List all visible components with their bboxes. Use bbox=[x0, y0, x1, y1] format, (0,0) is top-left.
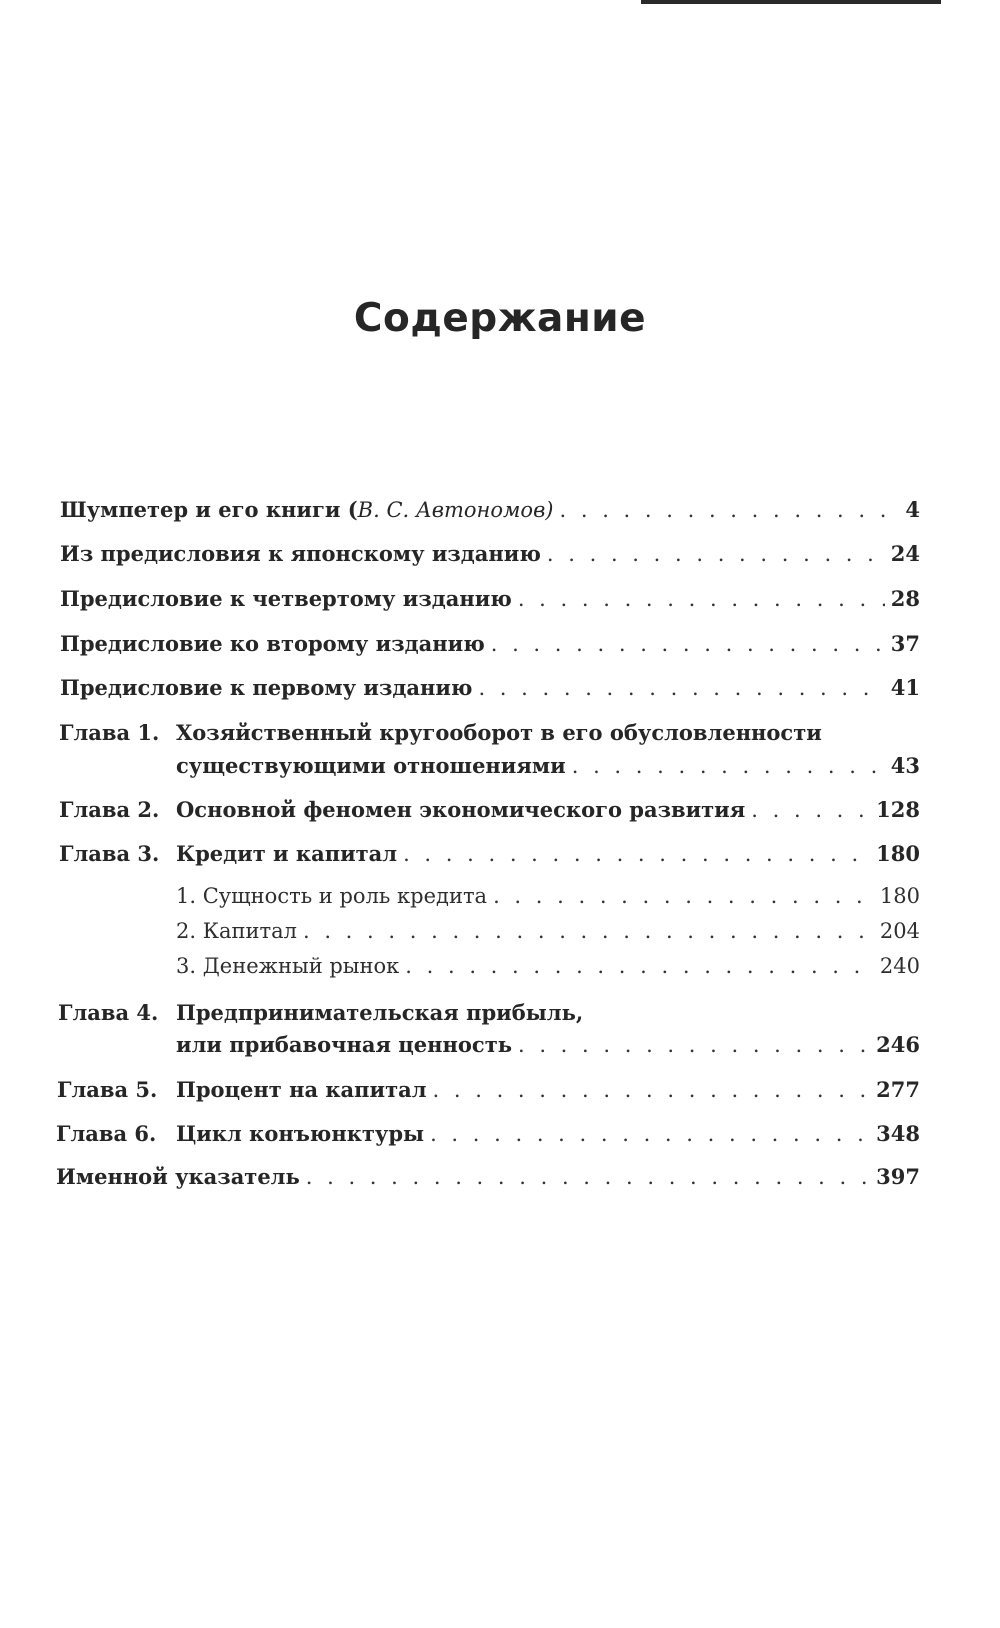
toc-entry-text: Шумпетер и его книги (В. С. Автономов) bbox=[60, 497, 554, 522]
toc-entry-text: или прибавочная ценность bbox=[176, 1032, 512, 1057]
top-edge-rule bbox=[641, 0, 941, 4]
dot-leader bbox=[572, 752, 885, 780]
chapter-label: Глава 2. bbox=[59, 797, 160, 822]
toc-entry-first-preface bbox=[60, 674, 920, 702]
toc-entry-chapter-6 bbox=[176, 1120, 920, 1148]
toc-entry-chapter-5 bbox=[176, 1076, 920, 1104]
toc-entry-text: Кредит и капитал bbox=[176, 841, 398, 866]
toc-entry-chapter-3 bbox=[176, 840, 920, 868]
toc-entry-text: существующими отношениями bbox=[176, 753, 566, 778]
toc-page-number: 128 bbox=[876, 797, 920, 822]
toc-entry-text: 2. Капитал bbox=[176, 919, 297, 943]
chapter-title-line: Предпринимательская прибыль, bbox=[176, 1000, 584, 1025]
toc-page-number: 240 bbox=[879, 954, 920, 978]
toc-page-number: 28 bbox=[890, 586, 920, 611]
dot-leader bbox=[430, 1120, 870, 1148]
toc-entry-text: Из предисловия к японскому изданию bbox=[60, 541, 541, 566]
toc-entry-second-preface bbox=[60, 630, 920, 658]
dot-leader bbox=[493, 882, 874, 910]
dot-leader bbox=[518, 1031, 870, 1059]
dot-leader bbox=[478, 674, 884, 702]
toc-page-number: 397 bbox=[876, 1164, 920, 1189]
dot-leader bbox=[751, 796, 870, 824]
dot-leader bbox=[403, 840, 870, 868]
dot-leader bbox=[491, 630, 885, 658]
toc-entry-author: В. С. Автономов bbox=[357, 498, 546, 522]
dot-leader bbox=[405, 952, 874, 980]
dot-leader bbox=[560, 496, 900, 524]
dot-leader bbox=[433, 1076, 871, 1104]
toc-entry-text: Предисловие к первому изданию bbox=[60, 675, 473, 700]
toc-page-number: 180 bbox=[876, 841, 920, 866]
chapter-label: Глава 1. bbox=[59, 720, 160, 745]
toc-entry-name-index bbox=[56, 1163, 920, 1191]
toc-entry-text: Основной феномен экономического развития bbox=[176, 797, 746, 822]
page-title: Содержание bbox=[353, 296, 647, 341]
toc-entry-chapter-2 bbox=[176, 796, 920, 824]
toc-entry-text: Именной указатель bbox=[56, 1164, 300, 1189]
toc-entry-text: Цикл конъюнктуры bbox=[176, 1121, 425, 1146]
toc-entry-japanese-preface bbox=[60, 540, 920, 568]
chapter-label: Глава 4. bbox=[58, 1000, 159, 1025]
chapter-title-line: Хозяйственный кругооборот в его обусловленности bbox=[176, 720, 822, 745]
toc-entry-text: Процент на капитал bbox=[176, 1077, 427, 1102]
toc-page-number: 277 bbox=[876, 1077, 920, 1102]
chapter-label: Глава 6. bbox=[56, 1121, 157, 1146]
toc-page-number: 24 bbox=[890, 541, 920, 566]
toc-subentry-3-2 bbox=[176, 917, 920, 945]
dot-leader bbox=[306, 1163, 870, 1191]
chapter-label: Глава 3. bbox=[59, 841, 160, 866]
dot-leader bbox=[518, 585, 885, 613]
toc-page-number: 204 bbox=[879, 919, 920, 943]
toc-page-number: 43 bbox=[890, 753, 920, 778]
toc-page-number: 41 bbox=[890, 675, 920, 700]
toc-page-number: 4 bbox=[905, 497, 920, 522]
toc-subentry-3-1 bbox=[176, 882, 920, 910]
toc-entry-text: 3. Денежный рынок bbox=[176, 954, 400, 978]
chapter-label: Глава 5. bbox=[57, 1077, 158, 1102]
toc-entry-fourth-preface bbox=[60, 585, 920, 613]
toc-page-number: 348 bbox=[876, 1121, 920, 1146]
dot-leader bbox=[303, 917, 874, 945]
toc-entry-intro bbox=[60, 496, 920, 524]
toc-entry-chapter-4 bbox=[176, 1031, 920, 1059]
dot-leader bbox=[547, 540, 885, 568]
toc-entry-text: 1. Сущность и роль кредита bbox=[176, 884, 488, 908]
toc-entry-text: Предисловие к четвертому изданию bbox=[60, 586, 512, 611]
toc-page-number: 37 bbox=[890, 631, 920, 656]
toc-entry-text: Предисловие ко второму изданию bbox=[60, 631, 485, 656]
toc-subentry-3-3 bbox=[176, 952, 920, 980]
toc-page-number: 246 bbox=[876, 1032, 920, 1057]
toc-page-number: 180 bbox=[879, 884, 920, 908]
toc-entry-chapter-1 bbox=[176, 752, 920, 780]
